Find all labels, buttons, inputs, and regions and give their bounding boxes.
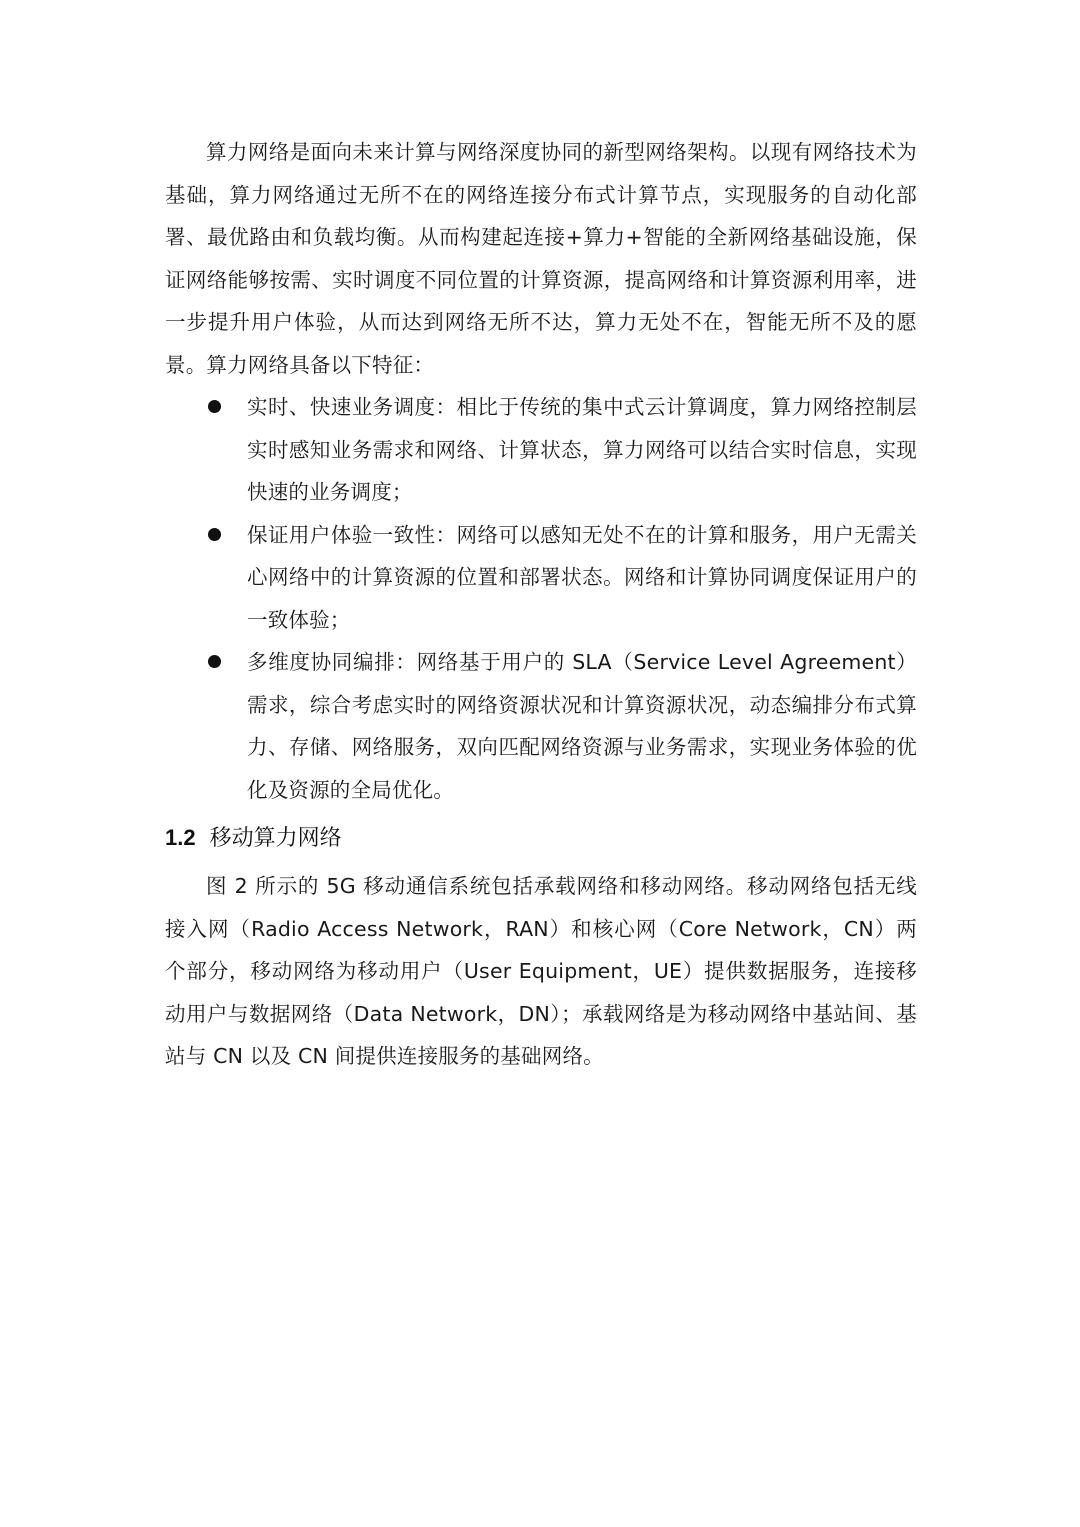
- intro-paragraph: 算力网络是面向未来计算与网络深度协同的新型网络架构。以现有网络技术为基础，算力网络通过无所不在的网络连接分布式计算节点，实现服务的自动化部署、最优路由和负载均衡。从而构建起连接+算力+智能的全新网络基础设施，保证网络能够按需、实时调度不同位置的计算资源，提高网络和计算资源利用率，进一步提升用户体验，从而达到网络无所不达，算力无处不在，智能无所不及的愿景。算力网络具备以下特征：: [165, 140, 917, 377]
- feature-item-consistency: [165, 514, 917, 642]
- feature-text: 保证用户体验一致性：网络可以感知无处不在的计算和服务，用户无需关心网络中的计算资源的位置和部署状态。网络和计算协同调度保证用户的一致体验；: [247, 522, 917, 632]
- section-number: 1.2: [165, 825, 196, 850]
- section-paragraph: 图 2 所示的 5G 移动通信系统包括承载网络和移动网络。移动网络包括无线接入网（Radio Access Network，RAN）和核心网（Core Network，CN）两个部分，移动网络为移动用户（User Equipment，UE）提供数据服务，连接移动用户与数据网络（Data Network，DN）；承载网络是为移动网络中基站间、基站与 CN 以及 CN 间提供连接服务的基础网络。: [165, 874, 917, 1068]
- bullet-dot-icon: [208, 400, 221, 413]
- feature-list: [165, 386, 917, 811]
- feature-item-realtime: [165, 386, 917, 514]
- bullet-dot-icon: [208, 528, 221, 541]
- section-heading: [165, 811, 917, 865]
- feature-text: 多维度协同编排：网络基于用户的 SLA（Service Level Agreement）需求，综合考虑实时的网络资源状况和计算资源状况，动态编排分布式算力、存储、网络服务，双向匹配网络资源与业务需求，实现业务体验的优化及资源的全局优化。: [247, 650, 917, 802]
- page-content: [165, 131, 917, 1078]
- feature-item-orchestration: [165, 641, 917, 811]
- feature-text: 实时、快速业务调度：相比于传统的集中式云计算调度，算力网络控制层实时感知业务需求和网络、计算状态，算力网络可以结合实时信息，实现快速的业务调度；: [247, 395, 917, 504]
- section-title: 移动算力网络: [209, 826, 342, 851]
- bullet-dot-icon: [208, 655, 221, 668]
